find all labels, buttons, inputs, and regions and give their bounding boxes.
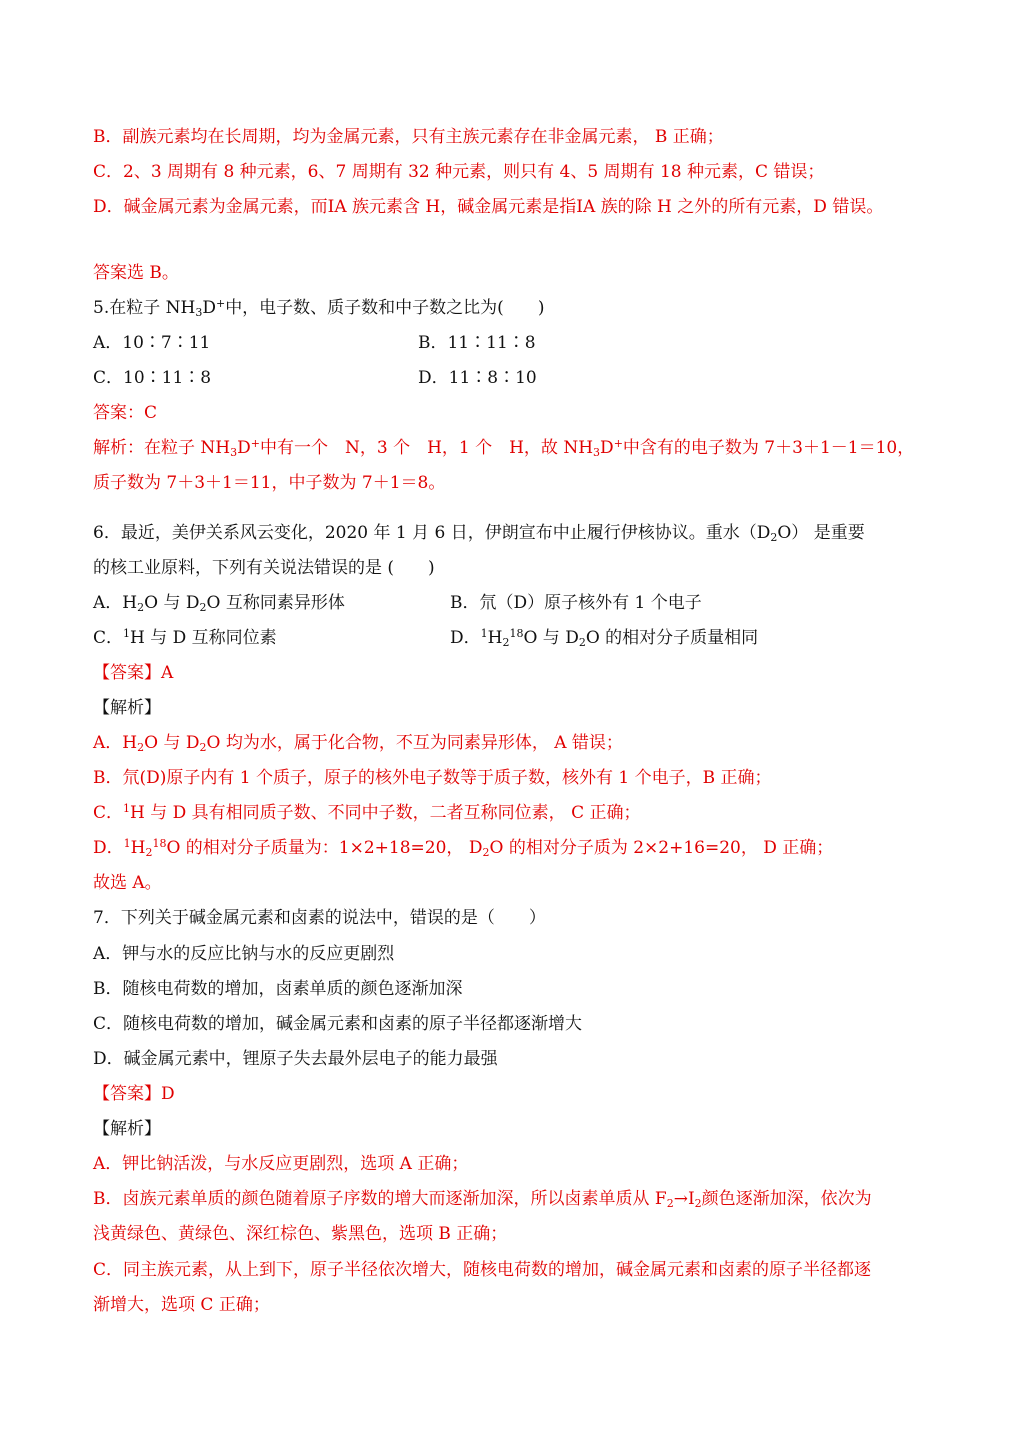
- q5-answer: 答案：C: [93, 403, 158, 423]
- q6-stem-line-1: 6．最近，美伊关系风云变化，2020 年 1 月 6 日，伊朗宣布中止履行伊核协议。重水$(D_2O)$ 是重要: [93, 523, 865, 544]
- q5-option-b: B．11∶11∶8: [418, 333, 536, 353]
- q4-explain-b: B．副族元素均在长周期，均为金属元素，只有主族元素存在非金属元素， B 正确；: [93, 127, 724, 147]
- q6-explain-a: A．$H_2O$ 与 $D_2O$ 均为水，属于化合物，不互为同素异形体， A 错误；: [93, 733, 623, 754]
- q6-explain-c: C．$^1$H 与 D 具有相同质子数、不同中子数，二者互称同位素， C 正确；: [93, 802, 641, 823]
- q5-option-a: A．10∶7∶11: [93, 333, 211, 353]
- q6-answer: 【答案】A: [93, 663, 174, 683]
- q7-option-b: B．随核电荷数的增加，卤素单质的颜色逐渐加深: [93, 979, 463, 999]
- q7-option-c: C．随核电荷数的增加，碱金属元素和卤素的原子半径都逐渐增大: [93, 1014, 583, 1034]
- q7-stem: 7．下列关于碱金属元素和卤素的说法中，错误的是（ ）: [93, 908, 546, 928]
- q6-explain-d: D．$^1H_2^{18}O$ 的相对分子质量为：1×2+18=20， $D_2O$ 的相对分子质为 2×2+16=20， D 正确；: [93, 837, 834, 859]
- q5-explain-line-1: 解析：在粒子 $NH_3D^+$中有一个 N，3 个 H，1 个 H，故 $NH_3D^+$中含有的电子数为 7＋3＋1－1＝10，: [93, 437, 915, 459]
- q7-option-a: A．钾与水的反应比钠与水的反应更剧烈: [93, 944, 395, 964]
- q7-explain-b-line-1: B．卤族元素单质的颜色随着原子序数的增大而逐渐加深，所以卤素单质从 $F_2\to I_2$颜色逐渐加深，依次为: [93, 1189, 872, 1210]
- q6-option-a: A．$H_2O$ 与 $D_2O$ 互称同素异形体: [93, 593, 345, 614]
- q7-explain-a: A．钾比钠活泼，与水反应更剧烈，选项 A 正确；: [93, 1154, 469, 1174]
- q5-option-c: C．10∶11∶8: [93, 368, 212, 388]
- q7-explain-c-line-2: 渐增大，选项 C 正确；: [93, 1295, 270, 1315]
- q7-option-d: D．碱金属元素中，锂原子失去最外层电子的能力最强: [93, 1049, 498, 1069]
- q6-option-d: D．$^1H_2^{18}O$ 与 $D_2O$ 的相对分子质量相同: [450, 627, 759, 649]
- q6-explain-label: 【解析】: [93, 698, 161, 718]
- q7-answer: 【答案】D: [93, 1084, 175, 1104]
- q6-option-c: C．$^1$H 与 D 互称同位素: [93, 627, 277, 648]
- q5-option-d: D．11∶8∶10: [418, 368, 537, 388]
- q6-explain-b: B．氘(D)原子内有 1 个质子，原子的核外电子数等于质子数，核外有 1 个电子，B 正确；: [93, 768, 772, 788]
- q5-explain-line-2: 质子数为 7＋3＋1＝11，中子数为 7＋1＝8。: [93, 473, 446, 493]
- q4-conclusion: 答案选 B。: [93, 263, 179, 283]
- q6-stem-line-2: 的核工业原料，下列有关说法错误的是 ( ): [93, 558, 435, 578]
- q7-explain-b-line-2: 浅黄绿色、黄绿色、深红棕色、紫黑色，选项 B 正确；: [93, 1224, 508, 1244]
- q5-stem: 5.在粒子 $NH_3D^+$中，电子数、质子数和中子数之比为( ): [93, 297, 545, 319]
- q7-explain-c-line-1: C．同主族元素，从上到下，原子半径依次增大，随核电荷数的增加，碱金属元素和卤素的原子半径都逐: [93, 1260, 872, 1280]
- q6-option-b: B．氘（D）原子核外有 1 个电子: [450, 593, 702, 613]
- q6-conclusion: 故选 A。: [93, 873, 162, 893]
- q4-explain-c: C．2、3 周期有 8 种元素，6、7 周期有 32 种元素，则只有 4、5 周期有 18 种元素，C 错误；: [93, 162, 825, 182]
- q7-explain-label: 【解析】: [93, 1119, 161, 1139]
- q4-explain-d: D．碱金属元素为金属元素，而ⅠA 族元素含 H，碱金属元素是指ⅠA 族的除 H 之外的所有元素，D 错误。: [93, 197, 884, 217]
